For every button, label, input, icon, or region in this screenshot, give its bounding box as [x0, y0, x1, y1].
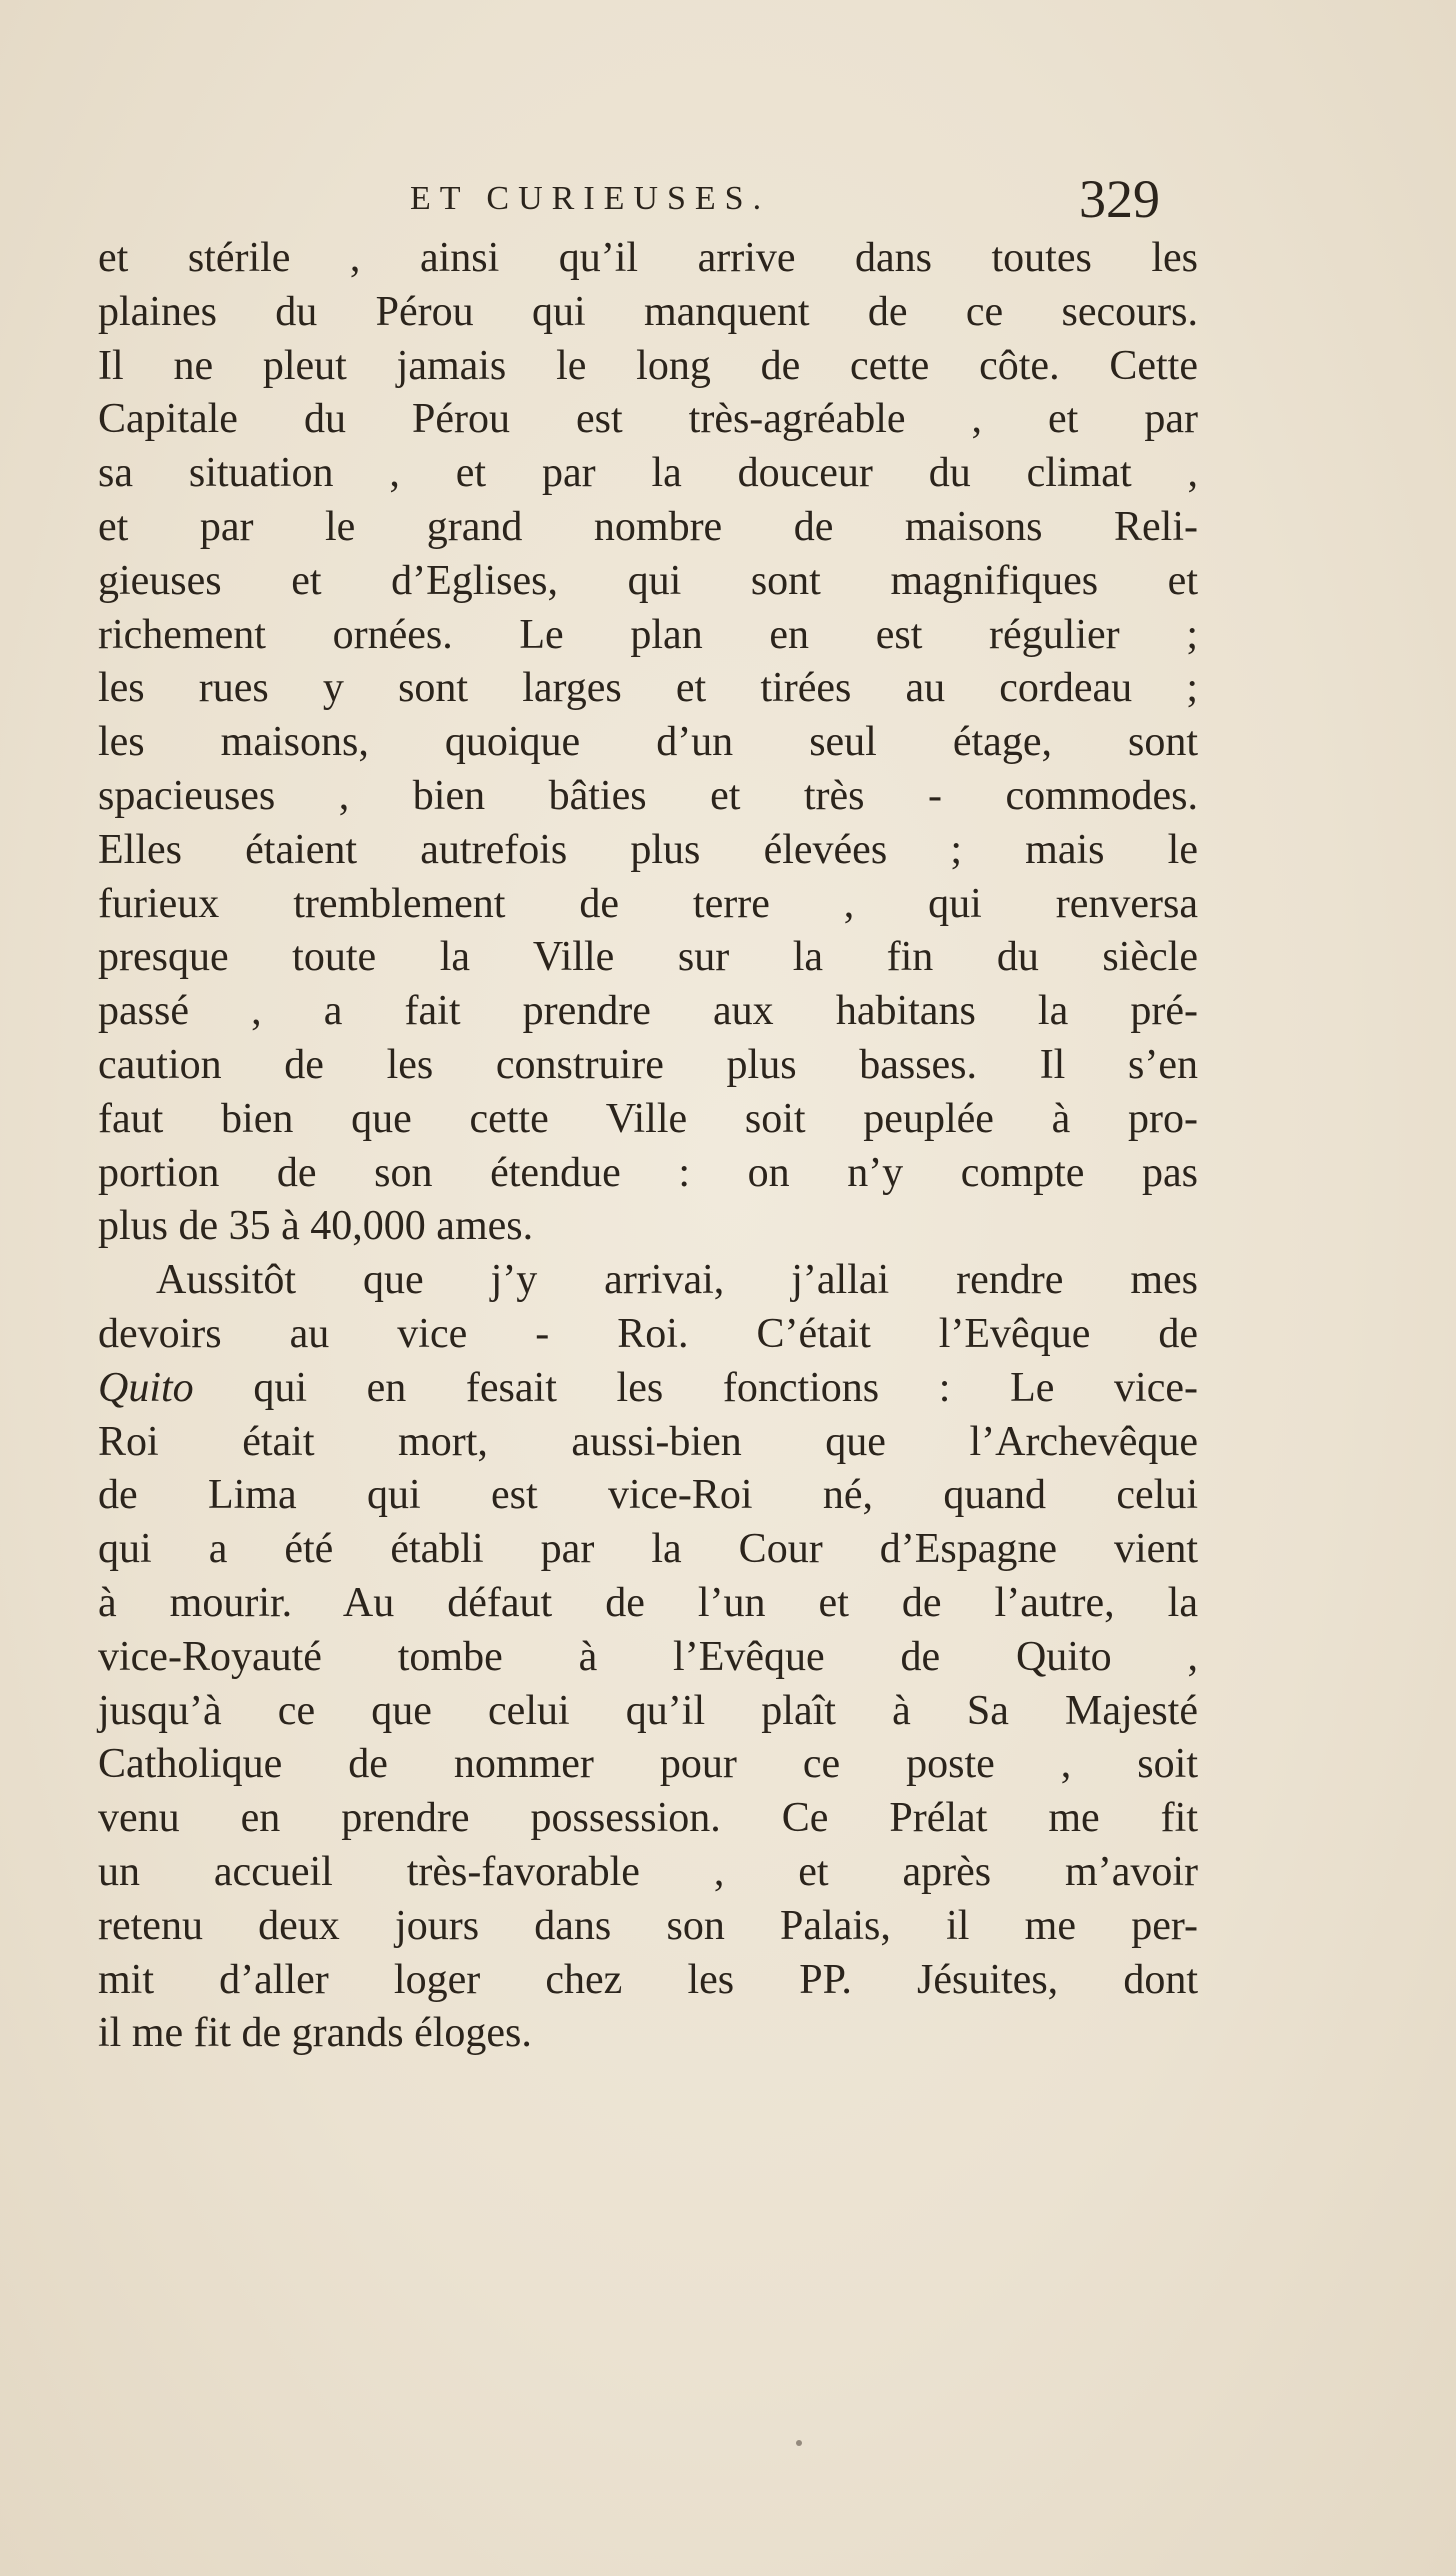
paragraph-2	[98, 1254, 1198, 2061]
text-line: qui a été établi par la Cour d’Espagne vient	[98, 1526, 1198, 1573]
text-line: Capitale du Pérou est très-agréable , et par	[98, 396, 1198, 443]
text-line: les rues y sont larges et tirées au cordeau ;	[98, 665, 1198, 712]
text-line: gieuses et d’Eglises, qui sont magnifiques et	[98, 557, 1198, 604]
text-line: jusqu’à ce que celui qu’il plaît à Sa Majesté	[98, 1687, 1198, 1734]
page-header	[400, 168, 1160, 228]
text-line: à mourir. Au défaut de l’un et de l’autre, la	[98, 1579, 1198, 1626]
text-line: vice-Royauté tombe à l’Evêque de Quito ,	[98, 1633, 1198, 1680]
text-line: et par le grand nombre de maisons Reli-	[98, 503, 1198, 550]
page-number: 329	[1079, 169, 1160, 229]
text-line: sa situation , et par la douceur du climat ,	[98, 450, 1198, 497]
text-line: Aussitôt que j’y arrivai, j’allai rendre mes	[156, 1257, 1198, 1304]
text-line: retenu deux jours dans son Palais, il me per-	[98, 1902, 1198, 1949]
text-line: spacieuses , bien bâties et très - commodes.	[98, 772, 1198, 819]
text-line: caution de les construire plus basses. Il s’en	[98, 1041, 1198, 1088]
text-line: richement ornées. Le plan en est régulier ;	[98, 611, 1198, 658]
text-line: devoirs au vice - Roi. C’était l’Evêque de	[98, 1310, 1198, 1357]
text-line: mit d’aller loger chez les PP. Jésuites, dont	[98, 1956, 1198, 2003]
text-line: plus de 35 à 40,000 ames.	[98, 1203, 534, 1250]
ink-speck	[796, 2440, 802, 2446]
text-line: furieux tremblement de terre , qui renversa	[98, 880, 1198, 927]
italic-word: Quito	[98, 1364, 194, 1411]
text-line: portion de son étendue : on n’y compte pas	[98, 1149, 1198, 1196]
text-span: qui en fesait les fonctions : Le vice-	[193, 1364, 1198, 1411]
text-line: passé , a fait prendre aux habitans la pré-	[98, 988, 1198, 1035]
text-line: Roi était mort, aussi-bien que l’Archevêque	[98, 1418, 1198, 1465]
text-line: venu en prendre possession. Ce Prélat me fit	[98, 1795, 1198, 1842]
text-line: faut bien que cette Ville soit peuplée à pro-	[98, 1095, 1198, 1142]
running-head: ET CURIEUSES.	[410, 180, 771, 217]
text-line	[98, 1362, 1198, 1416]
paragraph-1	[98, 232, 1198, 1254]
text-line: presque toute la Ville sur la fin du siècle	[98, 934, 1198, 981]
text-line: de Lima qui est vice-Roi né, quand celui	[98, 1472, 1198, 1519]
text-line: Il ne pleut jamais le long de cette côte. Cette	[98, 342, 1198, 389]
text-line: un accueil très-favorable , et après m’avoir	[98, 1848, 1198, 1895]
body-text	[98, 232, 1198, 2061]
text-line: et stérile , ainsi qu’il arrive dans toutes les	[98, 235, 1198, 281]
text-line: plaines du Pérou qui manquent de ce secours.	[98, 288, 1198, 335]
text-line: il me fit de grands éloges.	[98, 2010, 532, 2057]
text-line: Elles étaient autrefois plus élevées ; mais le	[98, 826, 1198, 873]
text-line: Catholique de nommer pour ce poste , soit	[98, 1741, 1198, 1788]
text-line: les maisons, quoique d’un seul étage, sont	[98, 719, 1198, 766]
